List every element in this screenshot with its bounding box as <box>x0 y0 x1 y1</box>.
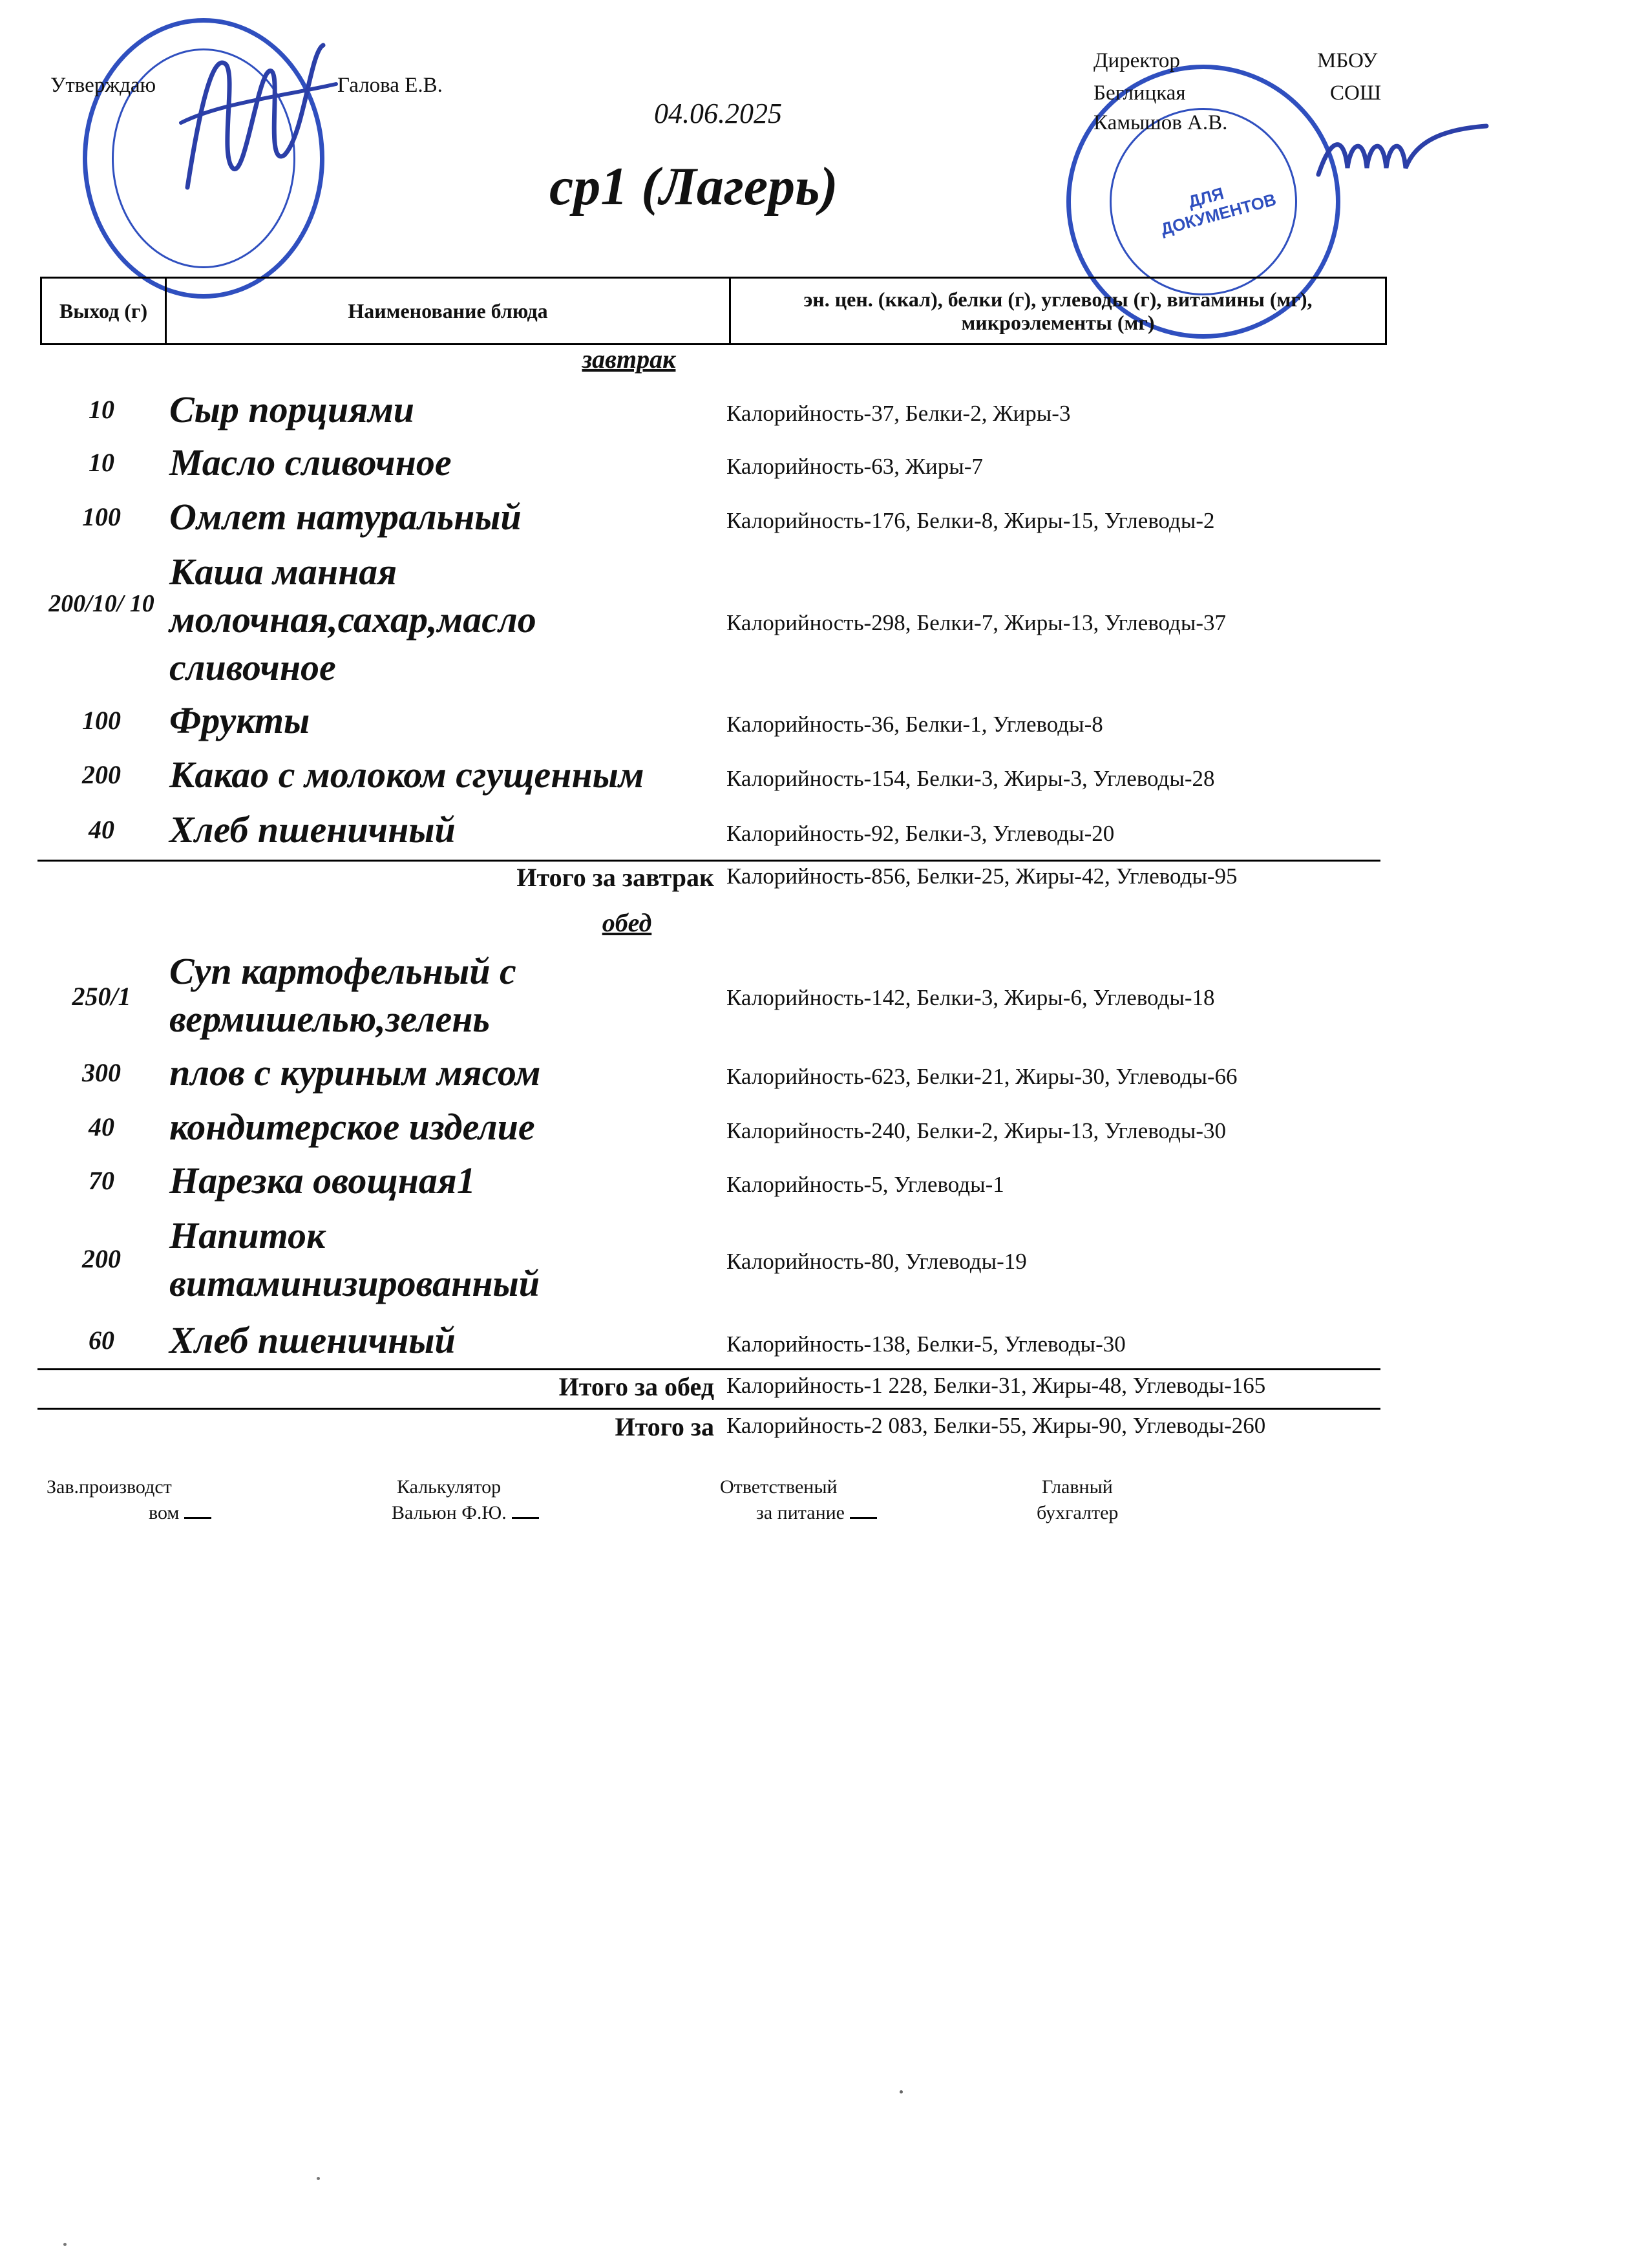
item-name: кондитерское изделие <box>169 1106 535 1148</box>
approve-label: Утверждаю <box>50 74 156 97</box>
footer-accountant-label: Главный <box>1042 1476 1113 1498</box>
breakfast-total: Калорийность-856, Белки-25, Жиры-42, Углеводы-95 <box>726 864 1238 889</box>
footer-production-label-2: вом <box>149 1500 211 1527</box>
footer-responsible-label-2: за питание <box>756 1500 877 1527</box>
item-name: Напиток витаминизированный <box>169 1214 540 1304</box>
item-name: Масло сливочное <box>169 441 452 483</box>
director-org-2: Беглицкая <box>1093 81 1186 105</box>
item-weight: 250/1 <box>72 982 131 1011</box>
item-nutrition: Калорийность-240, Белки-2, Жиры-13, Углеводы-30 <box>726 1118 1226 1143</box>
item-weight: 200 <box>82 1244 121 1273</box>
item-weight: 200 <box>82 760 121 789</box>
scan-speck <box>317 2177 320 2180</box>
column-name: Наименование блюда <box>167 279 731 343</box>
item-nutrition: Калорийность-154, Белки-3, Жиры-3, Углеводы-28 <box>726 766 1215 791</box>
item-weight: 70 <box>89 1166 114 1195</box>
signature-right <box>1312 116 1493 194</box>
footer-responsible-label: Ответственый <box>720 1476 838 1498</box>
footer-calculator-name: Вальюн Ф.Ю. <box>392 1500 539 1527</box>
item-weight: 40 <box>89 1112 114 1141</box>
item-nutrition: Калорийность-142, Белки-3, Жиры-6, Углеводы-18 <box>726 985 1215 1010</box>
page-title: ср1 (Лагерь) <box>549 156 838 217</box>
stamp-right-label: ДЛЯ ДОКУМЕНТОВ <box>1158 183 1278 239</box>
item-weight: 10 <box>89 395 114 424</box>
item-weight: 40 <box>89 815 114 844</box>
divider <box>37 1368 1380 1370</box>
item-nutrition: Калорийность-37, Белки-2, Жиры-3 <box>726 401 1071 426</box>
item-name: Суп картофельный с вермишелью,зелень <box>169 950 516 1040</box>
lunch-total: Калорийность-1 228, Белки-31, Жиры-48, Углеводы-165 <box>726 1373 1266 1398</box>
item-nutrition: Калорийность-298, Белки-7, Жиры-13, Углеводы-37 <box>726 610 1226 635</box>
director-org-1: МБОУ <box>1317 49 1378 72</box>
scan-speck <box>900 2090 903 2093</box>
director-role: Директор <box>1093 49 1180 72</box>
lunch-total-label: Итого за обед <box>558 1372 714 1401</box>
footer-production-label: Зав.производст <box>47 1476 172 1498</box>
section-lunch: обед <box>602 908 652 937</box>
item-name: Хлеб пшеничный <box>169 1319 456 1361</box>
item-name: Какао с молоком сгущенным <box>169 754 644 796</box>
director-org-3: СОШ <box>1330 81 1382 105</box>
item-name: Сыр порциями <box>169 388 415 430</box>
item-weight: 200/10/ 10 <box>48 590 154 617</box>
director-name: Камышов А.В. <box>1093 111 1228 134</box>
item-name: Омлет натуральный <box>169 496 522 538</box>
grand-total: Калорийность-2 083, Белки-55, Жиры-90, Углеводы-260 <box>726 1413 1266 1438</box>
menu-date: 04.06.2025 <box>654 98 782 129</box>
grand-total-label: Итого за <box>615 1412 714 1441</box>
item-weight: 60 <box>89 1326 114 1355</box>
footer-accountant-label-2: бухгалтер <box>1037 1502 1119 1523</box>
table-header <box>40 277 1387 345</box>
column-nutrition: эн. цен. (ккал), белки (г), углеводы (г), витамины (мг), микроэлементы (мг) <box>803 288 1313 334</box>
footer-calculator-label: Калькулятор <box>397 1476 502 1498</box>
section-breakfast: завтрак <box>582 344 676 374</box>
breakfast-total-label: Итого за завтрак <box>516 863 714 892</box>
item-nutrition: Калорийность-36, Белки-1, Углеводы-8 <box>726 712 1103 737</box>
item-nutrition: Калорийность-92, Белки-3, Углеводы-20 <box>726 821 1115 846</box>
item-nutrition: Калорийность-63, Жиры-7 <box>726 454 983 479</box>
column-output: Выход (г) <box>42 279 167 343</box>
item-weight: 100 <box>82 706 121 735</box>
item-nutrition: Калорийность-623, Белки-21, Жиры-30, Углеводы-66 <box>726 1064 1238 1089</box>
item-nutrition: Калорийность-138, Белки-5, Углеводы-30 <box>726 1331 1126 1357</box>
item-name: Хлеб пшеничный <box>169 809 456 851</box>
item-weight: 10 <box>89 448 114 477</box>
item-weight: 100 <box>82 502 121 531</box>
item-name: плов с куриным мясом <box>169 1052 541 1094</box>
approver-name: Галова Е.В. <box>337 74 443 97</box>
item-nutrition: Калорийность-80, Углеводы-19 <box>726 1249 1027 1274</box>
item-name: Фрукты <box>169 699 310 741</box>
item-name: Каша манная молочная,сахар,масло сливочное <box>169 551 536 688</box>
divider <box>37 1408 1380 1410</box>
divider <box>37 860 1380 862</box>
item-nutrition: Калорийность-5, Углеводы-1 <box>726 1172 1004 1197</box>
signature-left <box>174 26 343 220</box>
scan-speck <box>63 2243 67 2246</box>
item-name: Нарезка овощная1 <box>169 1160 476 1202</box>
item-nutrition: Калорийность-176, Белки-8, Жиры-15, Углеводы-2 <box>726 508 1215 533</box>
item-weight: 300 <box>82 1058 121 1087</box>
